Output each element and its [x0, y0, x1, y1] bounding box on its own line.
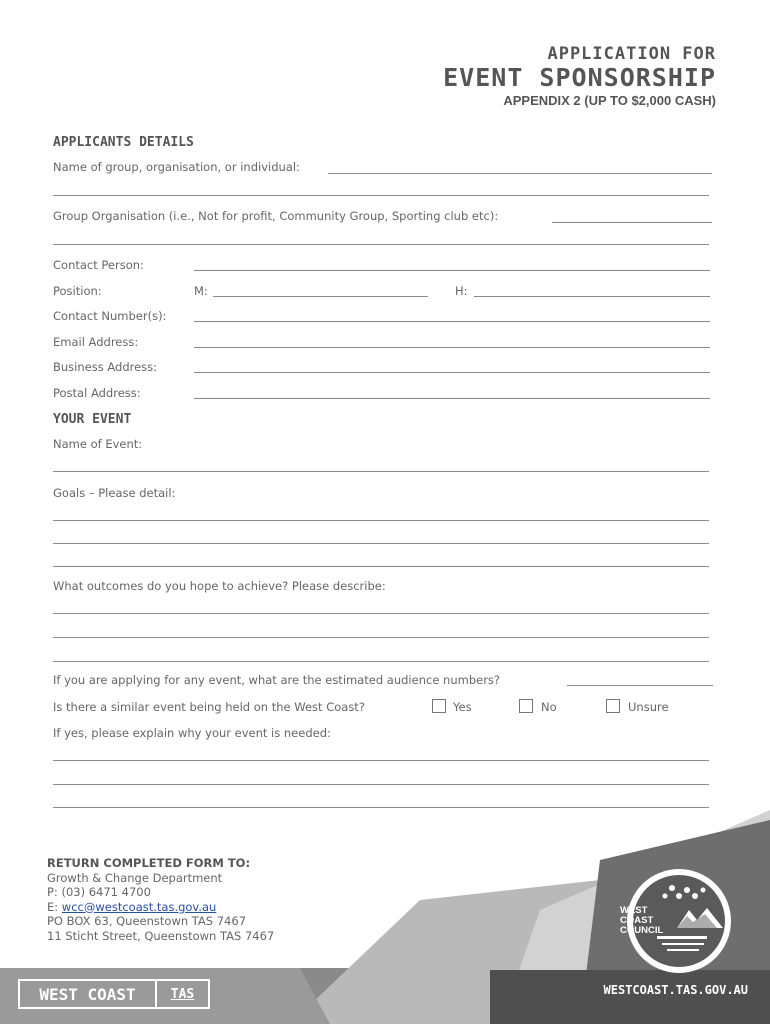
contact-person-field[interactable] [194, 270, 710, 271]
yes-checkbox[interactable] [432, 699, 446, 713]
goals-field-line-3[interactable] [53, 566, 709, 567]
subtitle: APPENDIX 2 (UP TO $2,000 CASH) [503, 93, 716, 108]
name-field-line-2[interactable] [53, 195, 709, 196]
title-line-1: APPLICATION FOR [547, 44, 716, 64]
explain-field-line-1[interactable] [53, 760, 709, 761]
name-field[interactable] [328, 173, 712, 174]
logo-text [620, 906, 663, 936]
event-heading: YOUR EVENT [53, 412, 132, 427]
audience-label: If you are applying for any event, what are the estimated audience numbers? [53, 673, 501, 687]
west-coast-brand-logo [18, 979, 210, 1009]
logo-line-2: COAST [620, 915, 654, 926]
return-heading: RETURN COMPLETED FORM TO: [47, 856, 251, 870]
m-label: M: [194, 284, 208, 298]
return-street: 11 Sticht Street, Queenstown TAS 7467 [47, 928, 275, 943]
brand-main: WEST COAST [20, 981, 157, 1007]
return-po-box: PO BOX 63, Queenstown TAS 7467 [47, 914, 247, 928]
website-url[interactable]: WESTCOAST.TAS.GOV.AU [603, 983, 748, 997]
event-name-field[interactable] [53, 471, 709, 472]
explain-label: If yes, please explain why your event is needed: [53, 726, 331, 740]
group-org-field[interactable] [552, 222, 712, 223]
title-line-2: EVENT SPONSORSHIP [443, 63, 716, 92]
business-address-label: Business Address: [53, 360, 158, 374]
email-field[interactable] [194, 347, 710, 348]
contact-person-label: Contact Person: [53, 258, 144, 272]
postal-address-label: Postal Address: [53, 386, 141, 400]
outcomes-label: What outcomes do you hope to achieve? Please describe: [53, 579, 386, 593]
explain-field-line-3[interactable] [53, 807, 709, 808]
position-label: Position: [53, 284, 102, 298]
m-field[interactable] [213, 296, 428, 297]
logo-line-1: WEST [620, 905, 648, 916]
group-org-field-line-2[interactable] [53, 244, 709, 245]
business-address-field[interactable] [194, 372, 710, 373]
goals-label: Goals – Please detail: [53, 486, 176, 500]
return-department: Growth & Change Department [47, 870, 223, 885]
no-checkbox[interactable] [519, 699, 533, 713]
outcomes-field-line-1[interactable] [53, 613, 709, 614]
event-name-label: Name of Event: [53, 437, 143, 451]
return-email-link[interactable]: wcc@westcoast.tas.gov.au [61, 899, 217, 914]
goals-field-line-1[interactable] [53, 520, 709, 521]
unsure-checkbox[interactable] [606, 699, 620, 713]
unsure-label: Unsure [628, 700, 669, 714]
logo-line-3: COUNCIL [620, 925, 664, 936]
audience-field[interactable] [567, 685, 713, 686]
no-label: No [541, 700, 557, 714]
return-email-prefix: E: [47, 899, 62, 914]
contact-numbers-label: Contact Number(s): [53, 309, 167, 323]
name-label: Name of group, organisation, or individual: [53, 160, 300, 174]
outcomes-field-line-2[interactable] [53, 637, 709, 638]
outcomes-field-line-3[interactable] [53, 661, 709, 662]
h-label: H: [455, 284, 468, 298]
applicants-heading: APPLICANTS DETAILS [53, 135, 194, 150]
return-phone: P: (03) 6471 4700 [47, 885, 151, 899]
goals-field-line-2[interactable] [53, 543, 709, 544]
explain-field-line-2[interactable] [53, 784, 709, 785]
similar-event-label: Is there a similar event being held on the West Coast? [53, 700, 365, 714]
email-label: Email Address: [53, 335, 139, 349]
yes-label: Yes [453, 700, 472, 714]
contact-numbers-field[interactable] [194, 321, 710, 322]
return-info [47, 856, 274, 943]
group-org-label: Group Organisation (i.e., Not for profit, Community Group, Sporting club etc): [53, 209, 499, 223]
brand-sub: TAS [170, 986, 195, 1002]
postal-address-field[interactable] [194, 398, 710, 399]
h-field[interactable] [474, 296, 710, 297]
